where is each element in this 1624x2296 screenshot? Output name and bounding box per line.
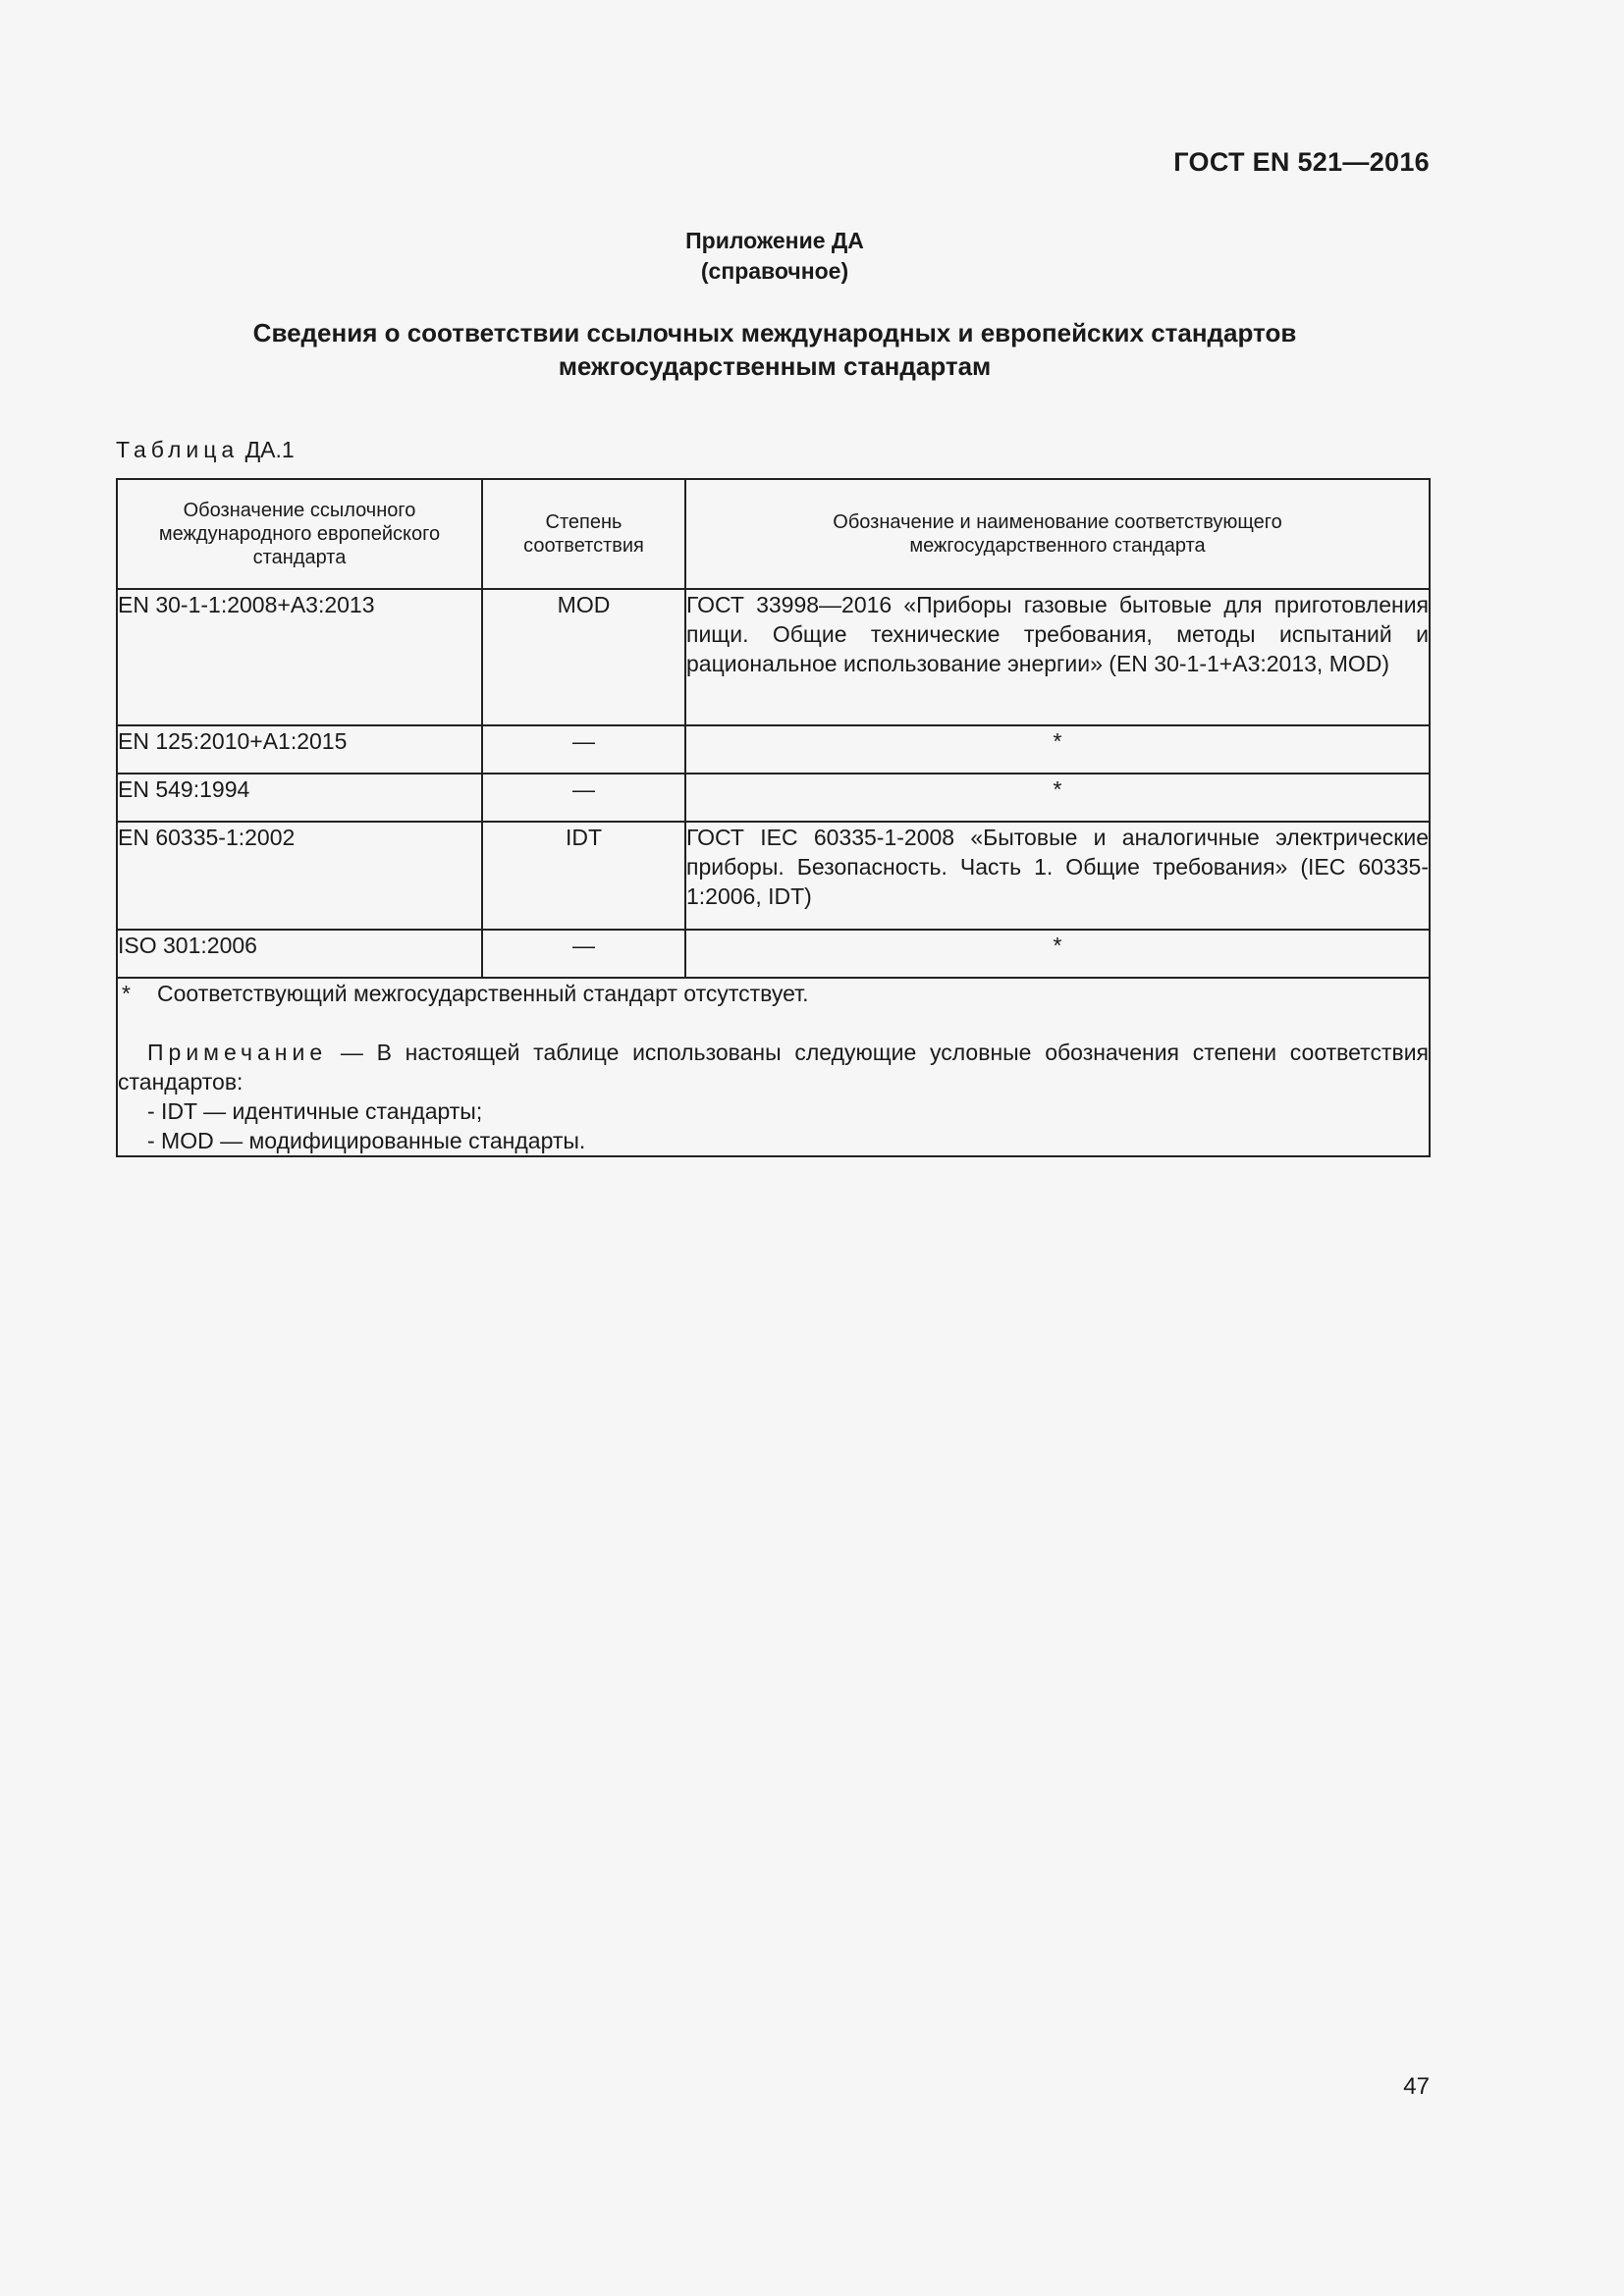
cell-standard-name: * [685, 725, 1430, 774]
table-header-row [117, 479, 1430, 589]
cell-reference-code: ISO 301:2006 [117, 930, 482, 978]
cell-standard-name: ГОСТ 33998—2016 «Приборы газовые бытовые для приготовления пищи. Общие технические требования, методы испытаний и рациональное использование энергии» (EN 30-1-1+A3:2013, MOD) [685, 589, 1430, 725]
table-row [117, 822, 1430, 930]
table-row [117, 725, 1430, 774]
appendix-title-block [0, 226, 1549, 287]
cell-degree: IDT [482, 822, 685, 930]
cell-degree: MOD [482, 589, 685, 725]
table-caption-number: ДА.1 [244, 437, 295, 462]
table-footer-row [117, 978, 1430, 1156]
appendix-subtitle: (справочное) [700, 258, 849, 284]
cell-reference-code: EN 549:1994 [117, 774, 482, 822]
cell-reference-code: EN 60335-1:2002 [117, 822, 482, 930]
cell-standard-name: ГОСТ IEC 60335-1-2008 «Бытовые и аналогичные электрические приборы. Безопасность. Часть 1. Общие требования» (IEC 60335-1:2006, IDT) [685, 822, 1430, 930]
appendix-title: Приложение ДА [685, 228, 864, 253]
note-list-item: - IDT — идентичные стандарты; [147, 1098, 483, 1124]
table-caption-word: Таблица [116, 437, 240, 462]
cell-reference-code: EN 125:2010+A1:2015 [117, 725, 482, 774]
section-heading-line-1: Сведения о соответствии ссылочных международных и европейских стандартов [252, 318, 1297, 347]
cell-degree: — [482, 774, 685, 822]
footnote-text: Соответствующий межгосударственный стандарт отсутствует. [157, 981, 809, 1006]
note-list-item: - MOD — модифицированные стандарты. [147, 1128, 586, 1153]
document-code: ГОСТ EN 521—2016 [1173, 147, 1430, 177]
cell-standard-name: * [685, 774, 1430, 822]
column-header-degree: Степень соответствия [482, 479, 685, 589]
note-text: — В настоящей таблице использованы следующие условные обозначения степени соответствия стандартов: [118, 1040, 1429, 1095]
page-number: 47 [1403, 2073, 1430, 2100]
table-row [117, 774, 1430, 822]
cell-degree: — [482, 725, 685, 774]
section-heading-line-2: межгосударственным стандартам [558, 351, 992, 381]
footnote-mark: * [122, 981, 131, 1006]
column-header-interstate-standard: Обозначение и наименование соответствующего межгосударственного стандарта [685, 479, 1430, 589]
cell-degree: — [482, 930, 685, 978]
cell-reference-code: EN 30-1-1:2008+A3:2013 [117, 589, 482, 725]
section-heading [0, 316, 1549, 383]
table-notes [117, 978, 1430, 1156]
column-header-reference-standard: Обозначение ссылочного международного европейского стандарта [117, 479, 482, 589]
table-row [117, 930, 1430, 978]
note-label: Примечание [147, 1040, 328, 1065]
table-row [117, 589, 1430, 725]
cell-standard-name: * [685, 930, 1430, 978]
table-caption [116, 437, 295, 463]
correspondence-table [116, 478, 1431, 1157]
note [118, 1038, 1429, 1096]
footnote [118, 979, 1429, 1008]
